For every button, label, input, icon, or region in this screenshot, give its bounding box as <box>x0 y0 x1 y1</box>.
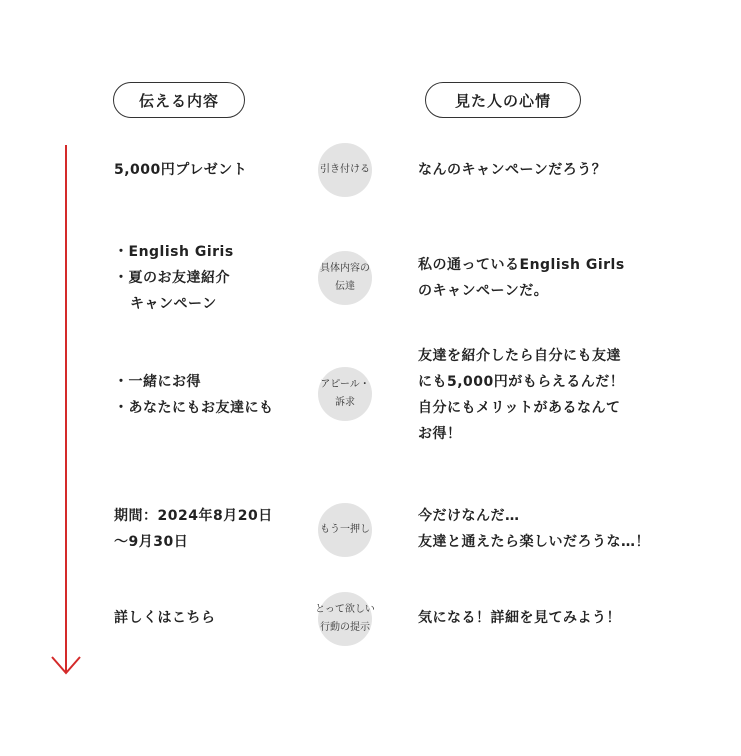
row-4-content-line: 〜9月30日 <box>114 534 189 550</box>
row-1-content <box>114 157 247 183</box>
row-2-content-line: ・夏のお友達紹介 <box>114 270 230 286</box>
row-1-feeling <box>418 157 606 183</box>
row-5-stage-line: 行動の提示 <box>320 622 370 633</box>
row-5-stage <box>315 592 375 646</box>
row-3-feeling <box>418 343 624 447</box>
row-4-content-line: 期間：2024年8月20日 <box>114 508 273 524</box>
feeling-header: 見た人の心情 <box>425 82 581 118</box>
row-4-stage <box>318 503 372 557</box>
row-3-stage-line: アピール・ <box>320 379 370 390</box>
row-2-stage <box>318 251 372 305</box>
row-5-content-line[interactable]: 詳しくはこちら <box>114 610 216 626</box>
row-1-content-line: 5,000円プレゼント <box>114 162 248 178</box>
row-2-feeling <box>418 252 625 304</box>
row-4-content <box>114 503 273 555</box>
row-4-feeling <box>418 503 650 555</box>
row-2-content-line: ・English Giris <box>114 244 234 260</box>
row-5-stage-line: とって欲しい <box>315 604 375 615</box>
row-3-stage <box>318 367 372 421</box>
row-5-feeling-line: 気になる！詳細を見てみよう！ <box>418 610 621 626</box>
content-header: 伝える内容 <box>113 82 245 118</box>
row-3-feeling-line: お得！ <box>418 426 462 442</box>
row-3-feeling-line: 友達を紹介したら自分にも友達 <box>418 348 621 364</box>
row-4-feeling-line: 友達と通えたら楽しいだろうな…！ <box>418 534 650 550</box>
row-1-feeling-line: なんのキャンペーンだろう？ <box>418 162 607 178</box>
row-3-content-line: ・一緒にお得 <box>114 374 201 390</box>
row-3-stage-line: 訴求 <box>335 397 355 408</box>
row-4-stage-line: もう一押し <box>320 524 370 535</box>
row-1-stage <box>318 143 372 197</box>
row-3-feeling-line: にも5,000円がもらえるんだ！ <box>418 374 625 390</box>
row-2-feeling-line: 私の通っているEnglish Girls <box>418 257 625 273</box>
row-2-content-line: キャンペーン <box>130 296 217 312</box>
row-5-feeling <box>418 605 621 631</box>
row-3-content <box>114 369 274 421</box>
row-2-stage-line: 具体内容の <box>320 263 370 274</box>
row-5-content[interactable] <box>114 605 216 631</box>
row-2-content <box>114 239 234 317</box>
row-4-feeling-line: 今だけなんだ… <box>418 508 520 524</box>
row-1-stage-line: 引き付ける <box>320 164 370 175</box>
row-2-stage-line: 伝達 <box>335 281 355 292</box>
row-3-feeling-line: 自分にもメリットがあるなんて <box>418 400 621 416</box>
row-2-feeling-line: のキャンペーンだ。 <box>418 283 549 299</box>
row-3-content-line: ・あなたにもお友達にも <box>114 400 274 416</box>
